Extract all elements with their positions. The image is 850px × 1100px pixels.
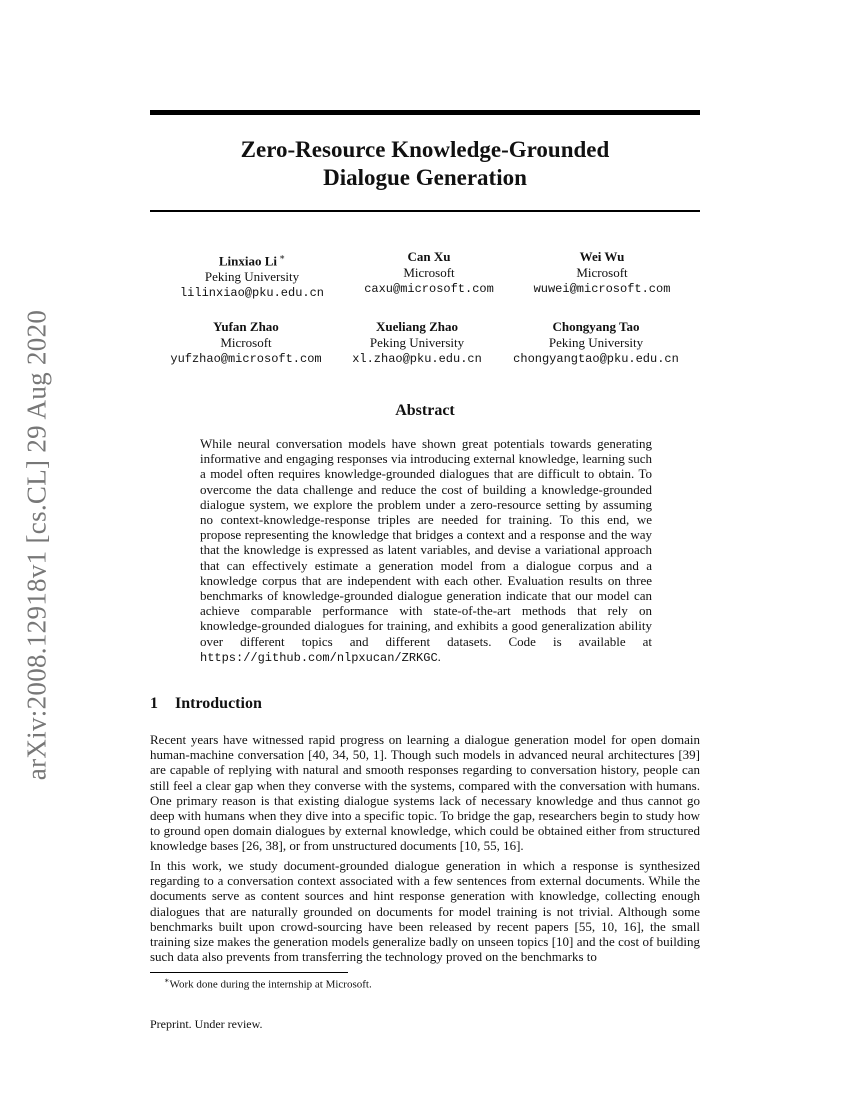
author-email: chongyangtao@pku.edu.cn (513, 352, 679, 366)
author-email: xl.zhao@pku.edu.cn (352, 352, 482, 366)
arxiv-stamp-text: arXiv:2008.12918v1 [cs.CL] 29 Aug 2020 (21, 309, 52, 781)
author-affiliation: Microsoft (403, 265, 455, 280)
author-name: Yufan Zhao (213, 319, 279, 334)
footnote-rule (150, 972, 348, 973)
paper-title (150, 136, 700, 192)
author-email: wuwei@microsoft.com (533, 282, 671, 296)
author-affiliation: Peking University (204, 269, 300, 285)
author-affiliation: Peking University (548, 335, 644, 350)
footnote (164, 976, 372, 991)
section-title: Introduction (175, 695, 262, 712)
intro-paragraph: In this work, we study document-grounded dialogue generation in which a response is synthesized regarding to a conversation context associated with a few sentences from external documents. While the documents serve as content sources and hint response generation with knowledge, collecting enough dialogues that are naturally grounded on documents for model training is not trivial. Although some benchmarks built upon crowd-sourcing have been released by recent papers [55, 10, 16], the small training size makes the generation models generalize badly on unseen topics [10] and the cost of building such data also prevents from transferring the technology proved on the benchmarks to (150, 858, 700, 965)
author-name: Can Xu (407, 249, 451, 264)
abstract-text: While neural conversation models have shown great potentials towards generating informative and engaging responses via introducing external knowledge, learning such a model often requires knowledge-grounded dialogues that are difficult to obtain. To overcome the data challenge and reduce the cost of building a knowledge-grounded dialogue system, we explore the problem under a zero-resource setting by assuming no context-knowledge-response triples are needed for training. To this end, we propose representing the knowledge that bridges a context and a response and the way that the knowledge is expressed as latent variables, and devise a variational approach that can effectively estimate a generation model from a dialogue corpus and a knowledge corpus that are independent with each other. Evaluation results on three benchmarks of knowledge-grounded dialogue generation indicate that our model can achieve comparable performance with state-of-the-art methods that rely on knowledge-grounded dialogues for training, and exhibits a good generalization ability over different topics and different datasets. Code is available at https://github.com/nlpxucan/ZRKGC. (200, 436, 652, 665)
title-bottom-rule (150, 210, 700, 212)
author-block (482, 249, 722, 297)
section-heading (150, 695, 262, 713)
author-email: lilinxiao@pku.edu.cn (179, 286, 325, 301)
title-line-1: Zero-Resource Knowledge-Grounded (240, 137, 610, 162)
footnote-mark: ∗ (164, 976, 170, 985)
author-affiliation: Peking University (369, 335, 465, 350)
title-top-rule (150, 110, 700, 115)
intro-paragraph: Recent years have witnessed rapid progress on learning a dialogue generation model for open domain human-machine conversation [40, 34, 50, 1]. Though such models in advanced neural architectures [39] are capable of replying with natural and smooth responses regarding to conversation history, people can still feel a clear gap when they converse with the systems, compared with the conversation with humans. One primary reason is that existing dialogue systems lack of necessary knowledge and thus cannot go deep with humans when they dive into a specific topic. To bridge the gap, researchers begin to study how to ground open domain dialogues by external knowledge, which could be obtained either from structured knowledge bases [26, 38], or from unstructured documents [10, 55, 16]. (150, 732, 700, 854)
author-block (476, 319, 716, 367)
code-link[interactable]: https://github.com/nlpxucan/ZRKGC (200, 650, 438, 665)
preprint-note: Preprint. Under review. (150, 1017, 263, 1031)
section-number: 1 (150, 695, 158, 712)
title-line-2: Dialogue Generation (323, 165, 527, 190)
footnote-text: Work done during the internship at Microsoft. (169, 978, 372, 991)
author-name: Xueliang Zhao (376, 319, 458, 334)
author-affiliation: Microsoft (576, 265, 628, 280)
abstract-heading: Abstract (395, 402, 455, 419)
author-name: Chongyang Tao (552, 319, 640, 334)
author-name: Wei Wu (579, 249, 625, 264)
author-email: caxu@microsoft.com (364, 282, 494, 296)
abstract-body-text: While neural conversation models have shown great potentials towards generating informative and engaging responses via introducing external knowledge, learning such a model often requires knowledge-grounded dialogues that are difficult to obtain. To overcome the data challenge and reduce the cost of building a knowledge-grounded dialogue system, we explore the problem under a zero-resource setting by assuming no context-knowledge-response triples are needed for training. To this end, we propose representing the knowledge that bridges a context and a response and the way that the knowledge is expressed as latent variables, and devise a variational approach that can effectively estimate a generation model from a dialogue corpus and a knowledge corpus that are independent with each other. Evaluation results on three benchmarks of knowledge-grounded dialogue generation indicate that our model can achieve comparable performance with state-of-the-art methods that rely on knowledge-grounded dialogues for training, and exhibits a good generalization ability over different topics and different datasets. Code is available at (200, 436, 652, 649)
author-name: Linxiao Li ∗ (218, 252, 286, 269)
author-affiliation: Microsoft (220, 335, 272, 350)
author-email: yufzhao@microsoft.com (170, 352, 322, 366)
